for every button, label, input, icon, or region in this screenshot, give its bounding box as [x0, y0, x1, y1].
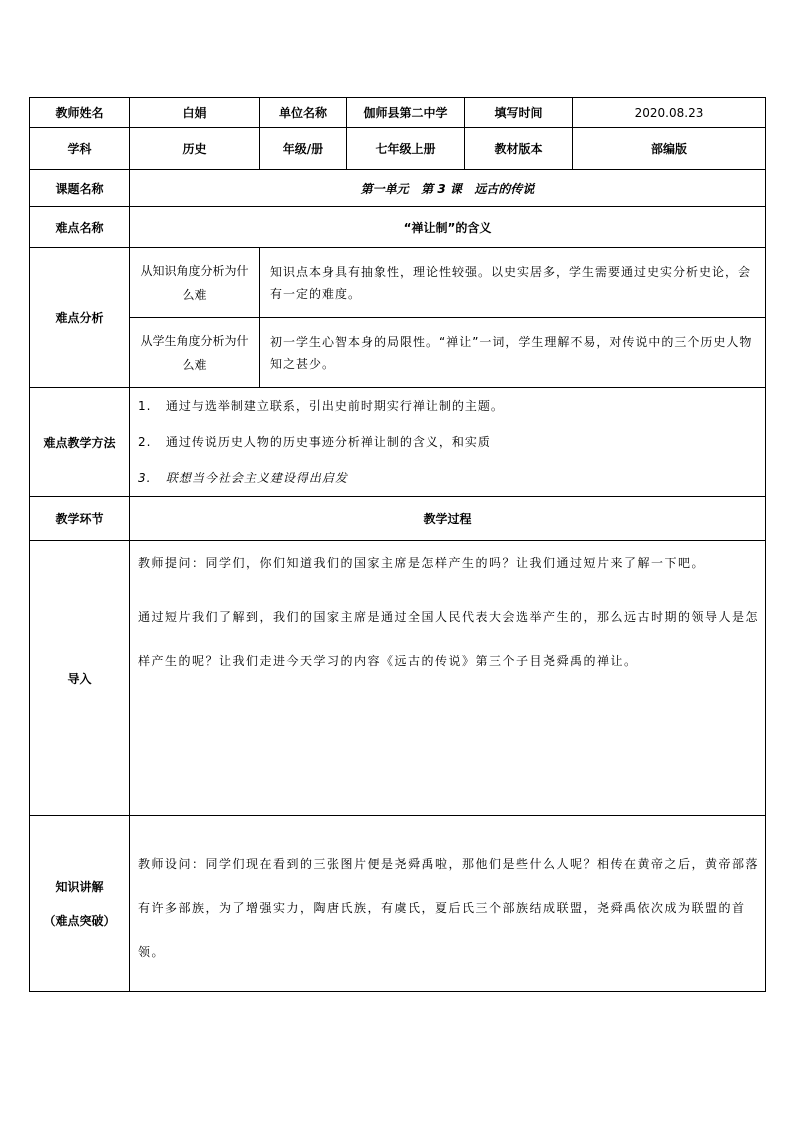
method-item: 1. 通过与选举制建立联系，引出史前时期实行禅让制的主题。	[138, 399, 504, 413]
grade-value: 七年级上册	[347, 128, 465, 170]
unit-label: 单位名称	[260, 98, 347, 128]
intro-paragraph: 通过短片我们了解到，我们的国家主席是通过全国人民代表大会选举产生的，那么远古时期的领导人是怎样产生的呢？让我们走进今天学习的内容《远古的传说》第三个子目尧舜禹的禅让。	[138, 610, 760, 668]
methods-label: 难点教学方法	[30, 388, 130, 497]
analysis-label: 难点分析	[30, 248, 130, 388]
methods-list	[130, 388, 766, 497]
intro-paragraph: 教师提问：同学们，你们知道我们的国家主席是怎样产生的吗？让我们通过短片来了解一下吧。	[138, 556, 706, 570]
row-intro	[30, 541, 766, 816]
edition-label: 教材版本	[465, 128, 573, 170]
lesson-design-table	[29, 97, 766, 992]
student-angle-text: 初一学生心智本身的局限性。“禅让”一词，学生理解不易，对传说中的三个历史人物知之甚少。	[260, 318, 766, 388]
explain-label-main: 知识讲解	[55, 879, 104, 894]
row-difficulty	[30, 207, 766, 248]
student-angle-label: 从学生角度分析为什么难	[130, 318, 260, 388]
row-teacher	[30, 98, 766, 128]
explain-paragraph: 教师设问：同学们现在看到的三张图片便是尧舜禹啦，那他们是些什么人呢？相传在黄帝之后，黄帝部落有许多部族，为了增强实力，陶唐氏族，有虞氏，夏后氏三个部族结成联盟，尧舜禹依次成为联盟的首领。	[138, 857, 760, 959]
topic-value: 第一单元 第 3 课 远古的传说	[130, 170, 766, 207]
row-methods	[30, 388, 766, 497]
knowledge-angle-label: 从知识角度分析为什么难	[130, 248, 260, 318]
difficulty-value: “禅让制”的含义	[130, 207, 766, 248]
knowledge-angle-text: 知识点本身具有抽象性，理论性较强。以史实居多，学生需要通过史实分析史论，会有一定的难度。	[260, 248, 766, 318]
edition-value: 部编版	[573, 128, 766, 170]
intro-label: 导入	[30, 541, 130, 816]
date-value: 2020.08.23	[573, 98, 766, 128]
unit-value: 伽师县第二中学	[347, 98, 465, 128]
method-item: 2. 通过传说历史人物的历史事迹分析禅让制的含义，和实质	[138, 435, 491, 449]
method-item: 3. 联想当今社会主义建设得出启发	[138, 471, 348, 485]
difficulty-label: 难点名称	[30, 207, 130, 248]
subject-value: 历史	[130, 128, 260, 170]
teacher-value: 白娟	[130, 98, 260, 128]
teacher-label: 教师姓名	[30, 98, 130, 128]
row-analysis-knowledge	[30, 248, 766, 318]
topic-label: 课题名称	[30, 170, 130, 207]
grade-label: 年级/册	[260, 128, 347, 170]
explain-content	[130, 816, 766, 992]
explain-label-sub: （难点突破）	[43, 913, 116, 928]
explain-label	[30, 816, 130, 992]
row-explain	[30, 816, 766, 992]
intro-content	[130, 541, 766, 816]
row-analysis-student	[30, 318, 766, 388]
process-header: 教学过程	[130, 497, 766, 541]
date-label: 填写时间	[465, 98, 573, 128]
row-subject	[30, 128, 766, 170]
row-topic	[30, 170, 766, 207]
row-process-header	[30, 497, 766, 541]
stage-header: 教学环节	[30, 497, 130, 541]
subject-label: 学科	[30, 128, 130, 170]
